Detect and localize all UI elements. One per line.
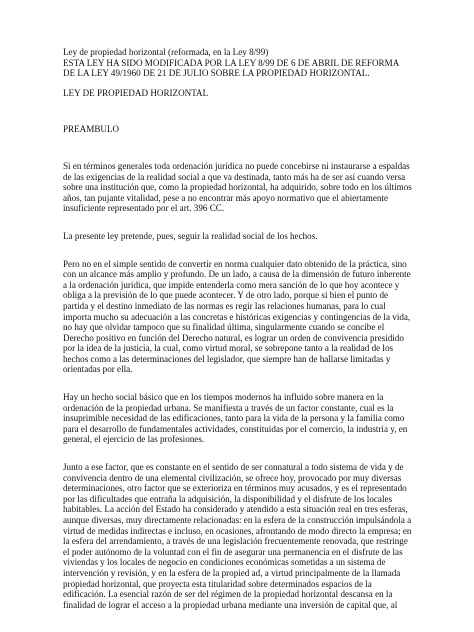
paragraph-line: para el desarrollo de fundamentales actividades, constituidas por el comercio, la industria y, en (63, 423, 408, 434)
paragraph-line: Hay un hecho social básico que en los tiempos modernos ha influido sobre manera en la (63, 392, 384, 403)
paragraph-line: hechos como a las determinaciones del legislador, que siempre han de hallarse limitadas y (63, 353, 391, 364)
paragraph-line: determinaciones, otro factor que se exterioriza en términos muy acusados, y es el representado (63, 483, 407, 494)
paragraph-line: a la ordenación jurídica, que impide entenderla como mera sanción de lo que hoy acontece y (63, 279, 400, 290)
paragraph-line: por las dificultades que entraña la adquisición, la disponibilidad y el disfrute de los locales (63, 493, 393, 504)
paragraph-line: finalidad de lograr el acceso a la propiedad urbana mediante una inversión de capital que, al (63, 599, 398, 610)
paragraph-line: orientadas por ella. (63, 364, 133, 375)
paragraph-line: La presente ley pretende, pues, seguir la realidad social de los hechos. (63, 230, 318, 241)
section-heading: PREAMBULO (63, 124, 120, 135)
paragraph-line: convivencia dentro de una elemental civilización, se ofrece hoy, provocado por muy diversas (63, 472, 402, 483)
paragraph-line: intervención y revisión, y en la esfera de la propied ad, a virtud principalmente de la llamada (63, 567, 401, 578)
paragraph-3 (63, 259, 444, 376)
document-header (63, 47, 444, 79)
paragraph-line: habitables. La acción del Estado ha considerado y atendido a esta situación real en tres esferas, (63, 504, 408, 515)
paragraph-line: ordenación de la propiedad urbana. Se manifiesta a través de un factor constante, cual es la (63, 402, 394, 413)
paragraph-line: virtud de medidas indirectas e incluso, en ocasiones, afrontando de modo directo la empresa; en (63, 525, 412, 536)
paragraph-line: insuficiente representado por el art. 396 CC. (63, 203, 225, 214)
paragraph-line: el poder autónomo de la voluntad con el fin de asegurar una permanencia en el disfrute de las (63, 546, 403, 557)
paragraph-line: Pero no en el simple sentido de convertir en norma cualquier dato obtenido de la práctica, sino (63, 258, 407, 269)
document-title: LEY DE PROPIEDAD HORIZONTAL (63, 87, 209, 98)
paragraph-line: general, el ejercicio de las profesiones. (63, 434, 205, 445)
paragraph-line: viviendas y los locales de negocio en condiciones económicas sometidas a un sistema de (63, 557, 386, 568)
paragraph-line: partida y el destino inmediato de las normas es regir las relaciones humanas, para lo cual (63, 300, 386, 311)
paragraph-line: obliga a la previsión de lo que puede acontecer. Y de otro lado, porque si bien el punto de (63, 290, 389, 301)
paragraph-line: años, tan pujante vitalidad, pese a no encontrar más apoyo normativo que el abiertamente (63, 192, 388, 203)
paragraph-4 (63, 392, 444, 445)
paragraph-line: insuprimible necesidad de las edificaciones, tanto para la vida de la persona y la familia como (63, 413, 405, 424)
paragraph-line: Junto a ese factor, que es constante en el sentido de ser connatural a todo sistema de vida y de (63, 462, 404, 473)
paragraph-line: edificación. La esencial razón de ser del régimen de la propiedad horizontal descansa en la (63, 589, 393, 600)
paragraph-line: de las exigencias de la realidad social a que va destinada, tanto más ha de ser así cuando versa (63, 171, 406, 182)
paragraph-line: por la idea de la justicia, la cual, como virtud moral, se sobrepone tanto a la realidad de los (63, 343, 394, 354)
paragraph-5 (63, 462, 444, 610)
paragraph-line: importa mucho su adecuación a las concretas e históricas exigencias y contingencias de la vida, (63, 311, 411, 322)
header-line: DE LA LEY 49/1960 DE 21 DE JULIO SOBRE LA PROPIEDAD HORIZONTAL. (63, 68, 370, 79)
paragraph-line: no hay que olvidar tampoco que su finalidad última, singularmente cuando se concibe el (63, 322, 385, 333)
paragraph-line: con un alcance más amplio y profundo. De un lado, a causa de la dimensión de futuro inherente (63, 269, 411, 280)
paragraph-line: Derecho positivo en función del Derecho natural, es lograr un orden de convivencia presidido (63, 332, 404, 343)
paragraph-line: propiedad horizontal, que proyecta esta titularidad sobre determinados espacios de la (63, 578, 372, 589)
header-line: Ley de propiedad horizontal (reformada, en la Ley 8/99) (63, 47, 269, 57)
paragraph-line: aunque diversas, muy directamente relacionadas: en la esfera de la construcción impulsándola a (63, 515, 412, 525)
paragraph-1 (63, 161, 444, 214)
paragraph-2 (63, 231, 444, 242)
paragraph-line: Si en términos generales toda ordenación jurídica no puede concebirse ni instaurarse a espaldas (63, 160, 410, 171)
header-line: ESTA LEY HA SIDO MODIFICADA POR LA LEY 8/99 DE 6 DE ABRIL DE REFORMA (63, 57, 400, 68)
paragraph-line: sobre una institución que, como la propiedad horizontal, ha adquirido, sobre todo en los últimos (63, 182, 412, 193)
paragraph-line: la esfera del arrendamiento, a través de una legislación frecuentemente renovada, que restringe (63, 536, 408, 547)
